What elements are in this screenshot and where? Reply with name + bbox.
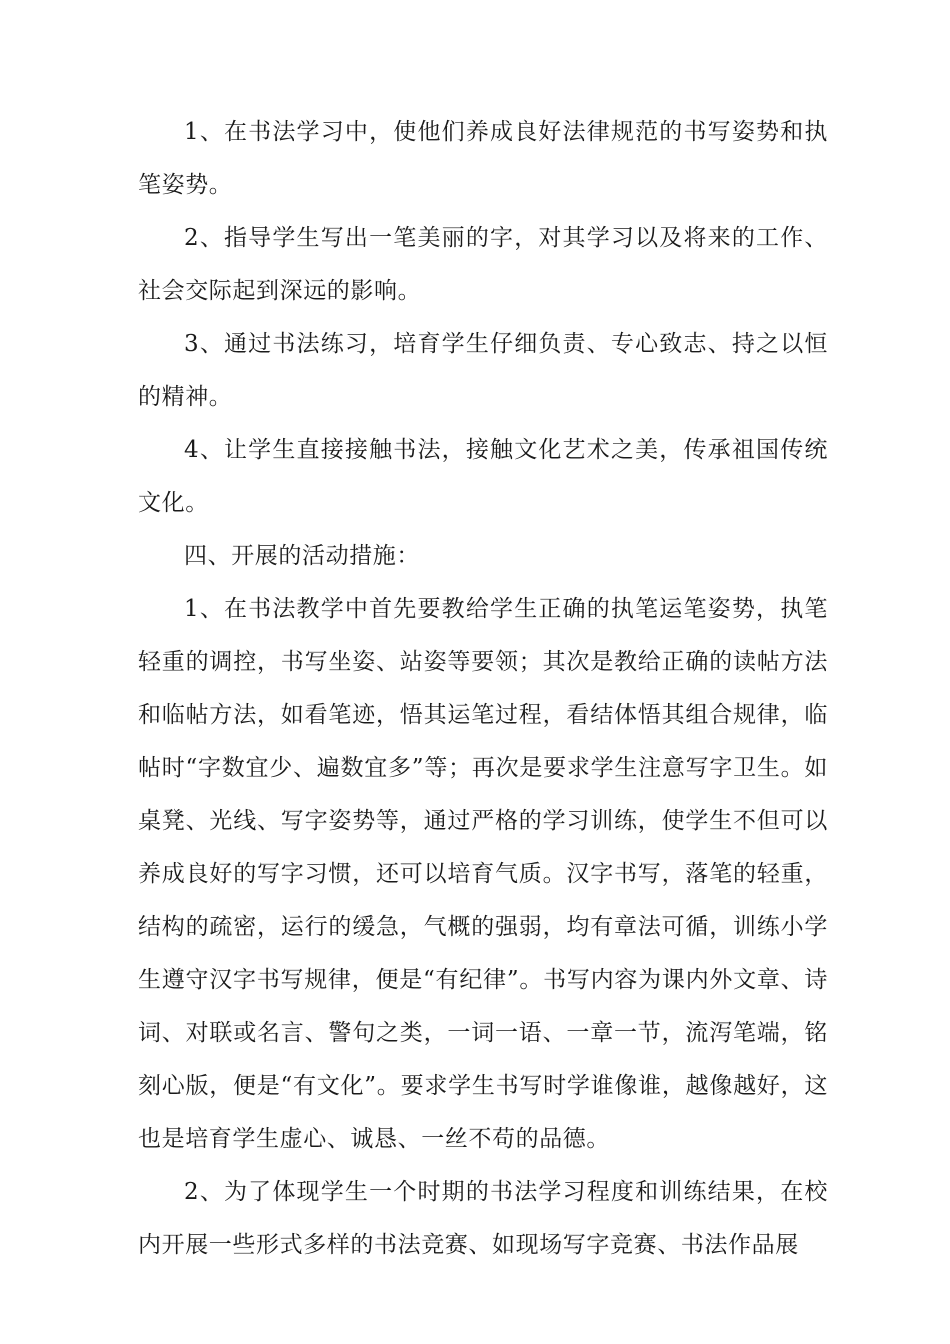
document-body xyxy=(138,106,828,1272)
paragraph-measure-1: 1、在书法教学中首先要教给学生正确的执笔运笔姿势，执笔轻重的调控，书写坐姿、站姿等要领；其次是教给正确的读帖方法和临帖方法，如看笔迹，悟其运笔过程，看结体悟其组合规律，临帖时“字数宜少、遍数宜多”等；再次是要求学生注意写字卫生。如桌凳、光线、写字姿势等，通过严格的学习训练，使学生不但可以养成良好的写字习惯，还可以培育气质。汉字书写，落笔的轻重，结构的疏密，运行的缓急，气概的强弱，均有章法可循，训练小学生遵守汉字书写规律，便是“有纪律”。书写内容为课内外文章、诗词、对联或名言、警句之类，一词一语、一章一节，流泻笔端，铭刻心版，便是“有文化”。要求学生书写时学谁像谁，越像越好，这也是培育学生虚心、诚恳、一丝不苟的品德。 xyxy=(138,596,828,1152)
paragraph-goal-2: 2、指导学生写出一笔美丽的字，对其学习以及将来的工作、社会交际起到深远的影响。 xyxy=(138,225,828,304)
paragraph-goal-4: 4、让学生直接接触书法，接触文化艺术之美，传承祖国传统文化。 xyxy=(138,437,828,516)
section-heading-measures: 四、开展的活动措施： xyxy=(184,543,420,569)
paragraph-measure-2: 2、为了体现学生一个时期的书法学习程度和训练结果，在校内开展一些形式多样的书法竞赛、如现场写字竞赛、书法作品展 xyxy=(138,1179,828,1258)
paragraph-goal-3: 3、通过书法练习，培育学生仔细负责、专心致志、持之以恒的精神。 xyxy=(138,331,828,410)
paragraph-goal-1: 1、在书法学习中，使他们养成良好法律规范的书写姿势和执笔姿势。 xyxy=(138,119,828,198)
